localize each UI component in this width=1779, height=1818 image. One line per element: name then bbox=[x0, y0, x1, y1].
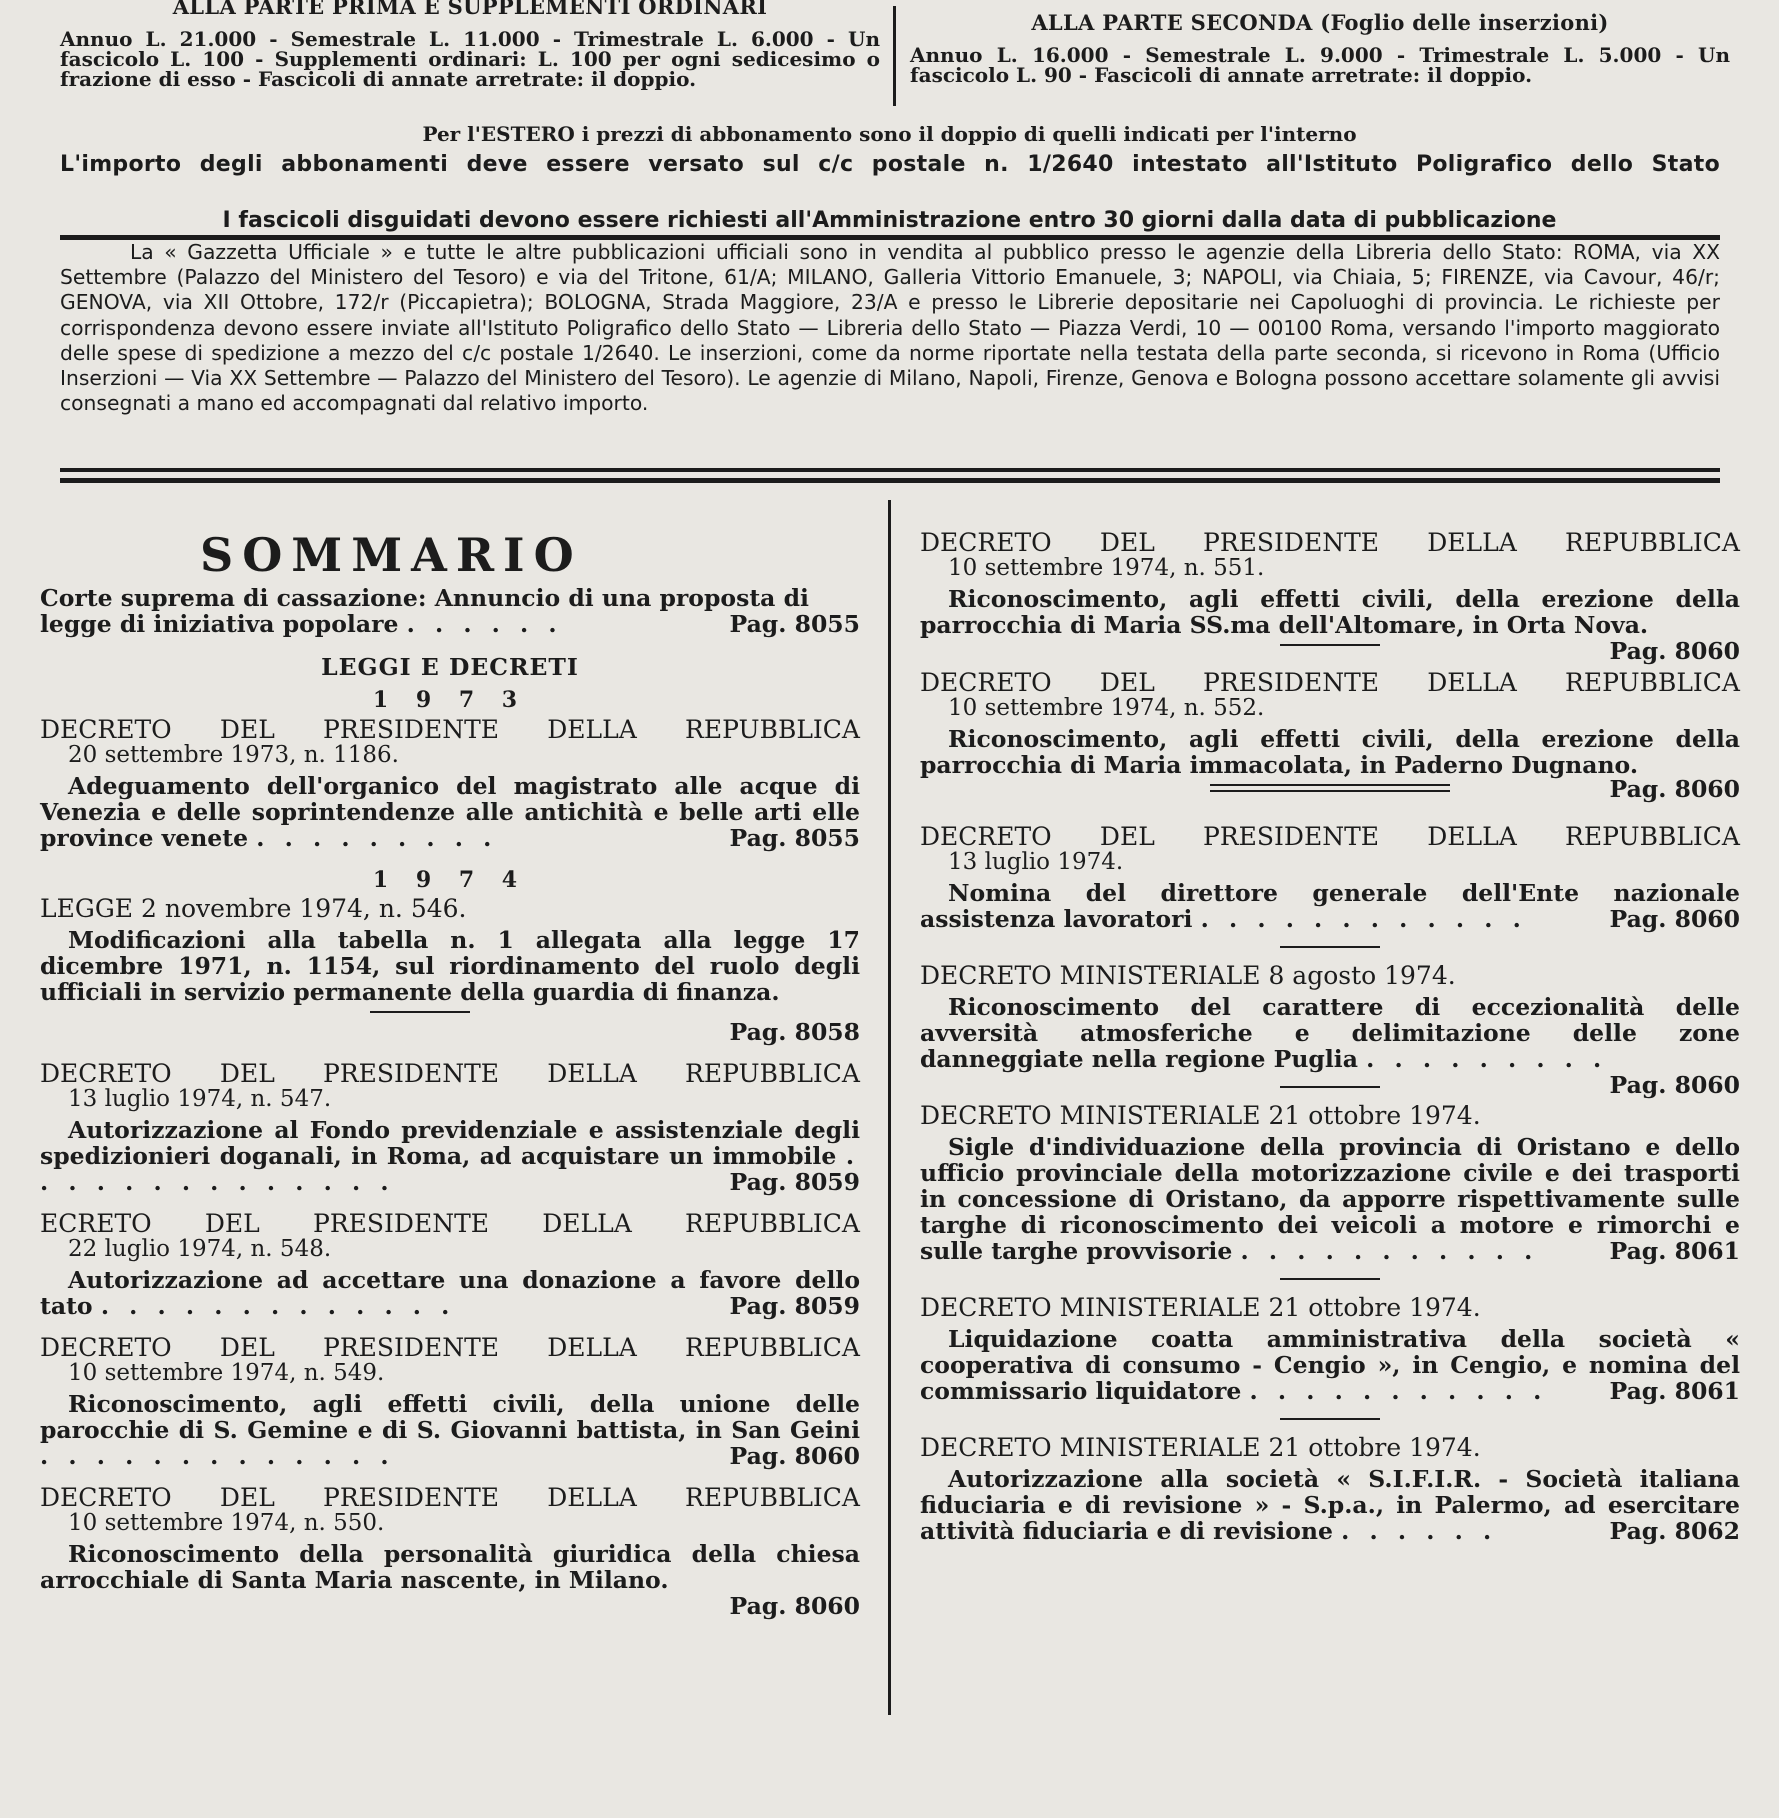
page-ref: Pag. 8060 bbox=[1609, 637, 1740, 665]
decree-date: 10 settembre 1974, n. 551. bbox=[948, 555, 1265, 581]
decree-title-text: Autorizzazione alla società « S.I.F.I.R. - Società italiana fiduciaria e di revisione » - S.p.a., in Palermo, ad esercitare attività fiduciaria e di revisione bbox=[920, 1465, 1740, 1545]
page-ref: Pag. 8058 bbox=[729, 1018, 860, 1046]
summary-left-column bbox=[40, 515, 860, 1635]
subscription-right bbox=[910, 0, 1730, 85]
summary-entry bbox=[40, 1061, 860, 1195]
decree-title bbox=[40, 1391, 860, 1469]
page-ref: Pag. 8059 bbox=[729, 1292, 860, 1320]
decree-title: Riconoscimento della personalità giuridica della chiesa arrocchiale di Santa Maria nascente, in Milano. bbox=[40, 1540, 860, 1594]
subscription-divider bbox=[893, 6, 896, 106]
summary-entry bbox=[40, 1211, 860, 1319]
decree-kind: DECRETO DEL PRESIDENTE DELLA REPUBBLICA bbox=[920, 822, 1740, 851]
summary-entry bbox=[40, 717, 860, 851]
year-heading-1974: 1 9 7 4 bbox=[372, 867, 528, 893]
decree-date: 20 settembre 1973, n. 1186. bbox=[68, 742, 399, 768]
subscription-right-title: ALLA PARTE SECONDA (Foglio delle inserzioni) bbox=[1031, 10, 1609, 35]
page-ref: Pag. 8060 bbox=[1609, 1071, 1740, 1099]
separator bbox=[1280, 1086, 1380, 1088]
decree-kind: DECRETO MINISTERIALE 8 agosto 1974. bbox=[920, 961, 1456, 990]
summary-intro bbox=[40, 585, 860, 637]
decree-kind: DECRETO MINISTERIALE 21 ottobre 1974. bbox=[920, 1433, 1481, 1462]
decree-kind: DECRETO DEL PRESIDENTE DELLA REPUBBLICA bbox=[40, 1059, 860, 1088]
subscription-left-body: Annuo L. 21.000 - Semestrale L. 11.000 - Trimestrale L. 6.000 - Un fascicolo L. 100 - Supplementi ordinari: L. 100 per ogni sedicesimo o frazione di esso - Fascicoli di annate arretrate: il doppio. bbox=[60, 27, 880, 91]
decree-kind: ECRETO DEL PRESIDENTE DELLA REPUBBLICA bbox=[40, 1209, 860, 1238]
decree-date: 13 luglio 1974. bbox=[948, 849, 1124, 875]
leader-dots: . . . . . . . . . . . . . bbox=[40, 1442, 395, 1470]
decree-title-text: Riconoscimento, agli effetti civili, della unione delle parocchie di S. Gemine e di S. Giovanni battista, in San Geini bbox=[40, 1390, 860, 1444]
decree-title bbox=[40, 1267, 860, 1319]
decree-kind: DECRETO MINISTERIALE 21 ottobre 1974. bbox=[920, 1293, 1481, 1322]
summary-entry bbox=[920, 824, 1740, 948]
page-ref: Pag. 8059 bbox=[729, 1168, 860, 1196]
page-ref: Pag. 8060 bbox=[729, 1592, 860, 1620]
decree-date: 10 settembre 1974, n. 552. bbox=[948, 695, 1265, 721]
decree-title: Modificazioni alla tabella n. 1 allegata alla legge 17 dicembre 1971, n. 1154, sul riordinamento del ruolo degli ufficiali in servizio permanente della guardia di finanza. bbox=[40, 926, 860, 1006]
page-ref: Pag. 8055 bbox=[729, 610, 860, 638]
page-ref: Pag. 8061 bbox=[1609, 1377, 1740, 1405]
subscription-left bbox=[60, 0, 880, 89]
leader-dots: . . . . . . bbox=[406, 610, 563, 638]
decree-kind: DECRETO DEL PRESIDENTE DELLA REPUBBLICA bbox=[920, 668, 1740, 697]
fascicoli-note: I fascicoli disguidati devono essere richiesti all'Amministrazione entro 30 giorni dalla data di pubblicazione bbox=[222, 208, 1557, 233]
decree-date: 10 settembre 1974, n. 550. bbox=[68, 1510, 385, 1536]
decree-title bbox=[40, 773, 860, 851]
page-ref: Pag. 8062 bbox=[1609, 1517, 1740, 1545]
page-ref: Pag. 8055 bbox=[729, 824, 860, 852]
summary-entry bbox=[920, 1433, 1740, 1545]
section-heading: LEGGI E DECRETI bbox=[321, 653, 579, 681]
notice-rule-bottom bbox=[60, 478, 1720, 483]
summary-intro-text bbox=[40, 585, 860, 637]
summary-entry bbox=[40, 1335, 860, 1469]
summary-entry bbox=[920, 670, 1740, 802]
decree-kind: DECRETO DEL PRESIDENTE DELLA REPUBBLICA bbox=[40, 715, 860, 744]
page-ref: Pag. 8060 bbox=[729, 1442, 860, 1470]
leader-dots: . . . . . . . . . . . bbox=[1240, 1237, 1539, 1265]
leader-dots: . . . . . . . . . bbox=[256, 824, 498, 852]
subscription-header bbox=[0, 0, 1779, 120]
decree-date: 10 settembre 1974, n. 549. bbox=[68, 1360, 385, 1386]
decree-title-text: Sigle d'individuazione della provincia di Oristano e dello ufficio provinciale della motorizzazione civile e dei trasporti in concessione di Oristano, da apporre rispettivamente sulle targhe di riconoscimento dei veicoli a motore e rimorchi e sulle targhe provvisorie bbox=[920, 1133, 1740, 1265]
decree-title-text: Autorizzazione ad accettare una donazione a favore dello tato bbox=[40, 1266, 860, 1320]
notice-rule-top bbox=[60, 468, 1720, 472]
decree-date: 22 luglio 1974, n. 548. bbox=[68, 1236, 332, 1262]
page-ref: Pag. 8061 bbox=[1609, 1237, 1740, 1265]
sales-notice bbox=[60, 240, 1720, 416]
estero-note: Per l'ESTERO i prezzi di abbonamento sono il doppio di quelli indicati per l'interno bbox=[422, 122, 1357, 146]
page-ref: Pag. 8060 bbox=[1609, 775, 1740, 803]
summary-entry bbox=[920, 530, 1740, 664]
separator bbox=[1280, 1418, 1380, 1420]
decree-title bbox=[920, 880, 1740, 932]
decree-kind: DECRETO DEL PRESIDENTE DELLA REPUBBLICA bbox=[40, 1483, 860, 1512]
summary-entry bbox=[920, 961, 1740, 1099]
page-ref: Pag. 8060 bbox=[1609, 905, 1740, 933]
decree-title bbox=[920, 1134, 1740, 1264]
column-divider bbox=[888, 500, 891, 1715]
decree-title bbox=[920, 993, 1740, 1099]
separator bbox=[1280, 1278, 1380, 1280]
separator bbox=[370, 1011, 470, 1013]
decree-title-text: Liquidazione coatta amministrativa della società « cooperativa di consumo - Cengio », in Cengio, e nomina del commissario liquidatore bbox=[920, 1325, 1740, 1405]
summary-title: SOMMARIO bbox=[200, 528, 583, 582]
importo-note: L'importo degli abbonamenti deve essere versato sul c/c postale n. 1/2640 intestato all'Istituto Poligrafico dello Stato bbox=[60, 152, 1720, 177]
separator bbox=[1280, 946, 1380, 948]
decree-title bbox=[920, 1466, 1740, 1544]
decree-title bbox=[920, 1326, 1740, 1404]
leader-dots: . . . . . . . . . . . . . . bbox=[40, 1142, 860, 1196]
summary-entry bbox=[920, 1101, 1740, 1280]
summary-entry bbox=[40, 1485, 860, 1619]
decree-title-text: Adeguamento dell'organico del magistrato alle acque di Venezia e delle soprintendenze alle antichità e belle arti elle province venete bbox=[40, 772, 860, 852]
decree-title-text: Riconoscimento del carattere di eccezionalità delle avversità atmosferiche e delimitazione delle zone danneggiate nella regione Puglia bbox=[920, 993, 1740, 1073]
sales-notice-text: La « Gazzetta Ufficiale » e tutte le altre pubblicazioni ufficiali sono in vendita al pubblico presso le agenzie della Libreria dello Stato: ROMA, via XX Settembre (Palazzo del Ministero del Tesoro) e via del Tritone, 61/A; MILANO, Galleria Vittorio Emanuele, 3; NAPOLI, via Chiaia, 5; FIRENZE, via Cavour, 46/r; GENOVA, via XII Ottobre, 172/r (Piccapietra); BOLOGNA, Strada Maggiore, 23/A e presso le Librerie depositarie nei Capoluoghi di provincia. Le richieste per corrispondenza devono essere inviate all'Istituto Poligrafico dello Stato — Libreria dello Stato — Piazza Verdi, 10 — 00100 Roma, versando l'importo maggiorato delle spese di spedizione a mezzo del c/c postale 1/2640. Le inserzioni, come da norme riportate nella testata della parte seconda, si ricevono in Roma (Ufficio Inserzioni — Via XX Settembre — Palazzo del Ministero del Tesoro). Le agenzie di Milano, Napoli, Firenze, Genova e Bologna possono accettare solamente gli avvisi consegnati a mano ed accompagnati dal relativo importo. bbox=[60, 240, 1720, 416]
decree-date: 13 luglio 1974, n. 547. bbox=[68, 1086, 332, 1112]
subscription-left-title: ALLA PARTE PRIMA E SUPPLEMENTI ORDINARI bbox=[172, 0, 768, 19]
summary-entry bbox=[920, 1293, 1740, 1420]
leader-dots: . . . . . . . . . . . . . bbox=[100, 1292, 456, 1320]
decree-title-text: Autorizzazione al Fondo previdenziale e assistenziale degli spedizionieri doganali, in Roma, ad acquistare un immobile bbox=[40, 1116, 860, 1170]
decree-title: Riconoscimento, agli effetti civili, della erezione della parrocchia di Maria immacolata, in Paderno Dugnano. bbox=[920, 725, 1740, 779]
summary-entry bbox=[40, 894, 860, 1046]
subscription-right-body: Annuo L. 16.000 - Semestrale L. 9.000 - Trimestrale L. 5.000 - Un fascicolo L. 90 - Fascicoli di annate arretrate: il doppio. bbox=[910, 43, 1730, 87]
decree-title: Riconoscimento, agli effetti civili, della erezione della parrocchia di Maria SS.ma dell'Altomare, in Orta Nova. bbox=[920, 585, 1740, 639]
decree-kind: DECRETO DEL PRESIDENTE DELLA REPUBBLICA bbox=[920, 528, 1740, 557]
leader-dots: . . . . . . . . . . . bbox=[1249, 1377, 1548, 1405]
decree-kind: DECRETO MINISTERIALE 21 ottobre 1974. bbox=[920, 1101, 1481, 1130]
leader-dots: . . . . . . . . . . . . bbox=[1200, 905, 1527, 933]
leader-dots: . . . . . . bbox=[1341, 1517, 1498, 1545]
decree-title-text: Nomina del direttore generale dell'Ente nazionale assistenza lavoratori bbox=[920, 879, 1740, 933]
decree-kind: DECRETO DEL PRESIDENTE DELLA REPUBBLICA bbox=[40, 1333, 860, 1362]
leader-dots: . . . . . . . . . bbox=[1366, 1045, 1608, 1073]
year-heading-1973: 1 9 7 3 bbox=[372, 687, 528, 713]
decree-kind: LEGGE 2 novembre 1974, n. 546. bbox=[40, 894, 467, 923]
summary-right-column bbox=[920, 530, 1740, 1560]
decree-title bbox=[40, 1117, 860, 1195]
summary-intro-title: Corte suprema di cassazione: Annuncio di una proposta di legge di iniziativa popolare bbox=[40, 584, 809, 638]
